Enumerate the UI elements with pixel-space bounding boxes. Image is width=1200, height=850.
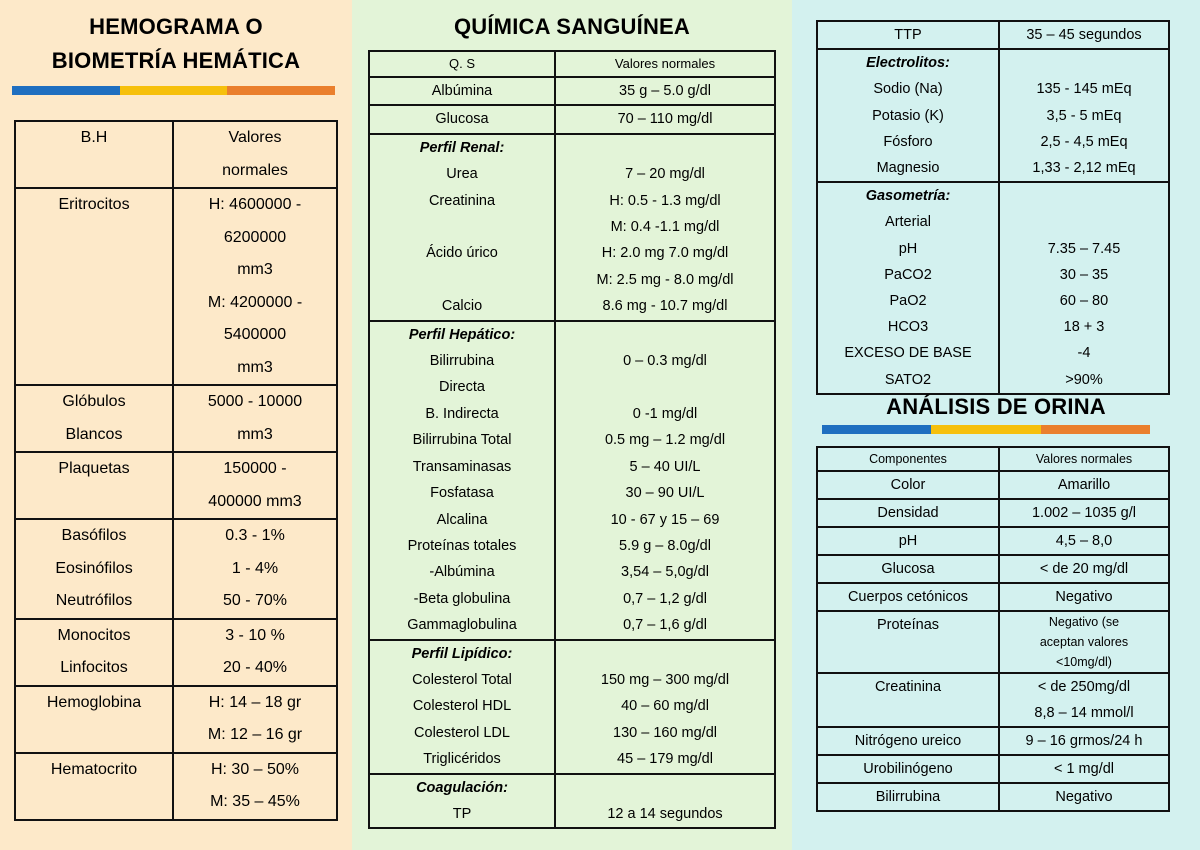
row-label-cell [817, 673, 999, 727]
quimica.rows.1.values-line: 70 – 110 mg/dl [617, 111, 713, 128]
orina.rows.1.values-line: 1.002 – 1035 g/l [1031, 505, 1136, 521]
table-header-row [369, 51, 775, 77]
row-label-cell [817, 49, 999, 182]
orina.rows.6.values-line: < de 250mg/dl [1037, 679, 1131, 695]
quimica.rows.2.values-line: 7 – 20 mg/dl [625, 166, 705, 183]
continuacion.rows.2.labels-line: HCO3 [887, 319, 929, 336]
hemograma.rows.0.values-line: 6200000 [223, 228, 287, 246]
continuacion.rows.0.values-line: 35 – 45 segundos [1026, 27, 1142, 43]
quimica.rows.2.labels-line [372, 214, 552, 240]
row-value-cell [173, 188, 337, 385]
hemograma-table [14, 120, 338, 821]
quimica.rows.3.labels-line: Alcalina [436, 511, 488, 528]
row-label-cell [817, 611, 999, 673]
quimica.rows.3.labels-line: Proteínas totales [407, 537, 517, 554]
quimica-panel [352, 0, 792, 850]
quimica.rows.4.labels-line: Perfil Lipídico: [411, 645, 513, 662]
quimica.rows.3.values-line: 0.5 mg – 1.2 mg/dl [604, 432, 726, 449]
hemograma.rows.4.labels-line: Monocitos [57, 626, 131, 644]
continuacion.rows.1.labels-line: Sodio (Na) [873, 81, 943, 98]
quimica-title-text: QUÍMICA SANGUÍNEA [453, 14, 691, 39]
hemograma.header-line: normales [222, 161, 288, 179]
continuacion.rows.2.values-line: 7.35 – 7.45 [1047, 240, 1121, 257]
continuacion.rows.2.labels-line: Gasometría: [865, 188, 951, 205]
row-value-cell [173, 385, 337, 452]
hemograma.rows.4.labels-line: Linfocitos [60, 659, 128, 676]
continuacion.rows.1.values-line: 3,5 - 5 mEq [1046, 107, 1122, 124]
header-cell-label [369, 51, 555, 77]
continuacion.rows.0.labels-line: TTP [894, 27, 922, 43]
row-value-cell [555, 640, 775, 774]
quimica.rows.2.values-line: M: 2.5 mg - 8.0 mg/dl [596, 271, 734, 288]
table-row [369, 321, 775, 640]
quimica.rows.2.values-line [558, 135, 772, 161]
orina.rows.8.values-line: < 1 mg/dl [1053, 761, 1115, 777]
orina.rows.1.labels-line: Densidad [877, 505, 939, 521]
orina.rows.5.values-line: Negativo (se [1048, 615, 1120, 629]
continuacion-table [816, 20, 1170, 395]
hemograma.rows.6.values-line: M: 35 – 45% [210, 793, 300, 810]
continuacion.rows.2.values-line: 30 – 35 [1059, 266, 1109, 283]
hemograma.rows.5.values-line: M: 12 – 16 gr [207, 726, 303, 743]
row-value-cell [999, 499, 1169, 527]
row-value-cell [173, 452, 337, 519]
orina.rows.3.values-line: < de 20 mg/dl [1039, 561, 1129, 577]
table-row [369, 640, 775, 774]
row-value-cell [999, 21, 1169, 49]
row-label-cell [15, 385, 173, 452]
row-label-cell [817, 182, 999, 394]
hemograma-title-line1: HEMOGRAMA O [89, 14, 263, 39]
table-row [369, 105, 775, 133]
row-value-cell [173, 753, 337, 820]
row-label-cell [15, 619, 173, 686]
row-label-cell [817, 499, 999, 527]
row-value-cell [999, 555, 1169, 583]
orina.rows.6.labels-line: Creatinina [874, 679, 942, 695]
quimica.rows.4.values-line: 40 – 60 mg/dl [621, 698, 709, 715]
quimica.rows.2.labels-line [372, 267, 552, 293]
hemograma.rows.2.labels-line: Plaquetas [58, 460, 130, 477]
row-label-cell [15, 188, 173, 385]
table-row [817, 755, 1169, 783]
continuacion.rows.1.values-line: 135 - 145 mEq [1036, 81, 1132, 98]
orina.rows.4.labels-line: Cuerpos cetónicos [847, 589, 969, 605]
hemograma.rows.4.values-line: 20 - 40% [222, 659, 288, 676]
table-row [369, 77, 775, 105]
row-value-cell [999, 527, 1169, 555]
continuacion.rows.2.values-line: -4 [1077, 345, 1091, 362]
row-value-cell [999, 755, 1169, 783]
table-row [15, 188, 337, 385]
orina.rows.5.labels-line: Proteínas [876, 617, 940, 633]
quimica.rows.3.labels-line: Bilirrubina Total [412, 432, 512, 449]
row-value-cell [555, 134, 775, 321]
row-value-cell [999, 471, 1169, 499]
table-row [817, 555, 1169, 583]
quimica.rows.3.labels-line: Transaminasas [412, 458, 512, 475]
row-label-cell [369, 321, 555, 640]
table-row [817, 727, 1169, 755]
row-label-cell [817, 755, 999, 783]
quimica.rows.3.values-line [558, 374, 772, 400]
continuacion.rows.2.labels-line: PaCO2 [884, 266, 932, 283]
row-value-cell [173, 619, 337, 686]
quimica.rows.4.values-line: 45 – 179 mg/dl [617, 751, 713, 768]
quimica-table [368, 50, 776, 829]
row-value-cell [999, 49, 1169, 182]
hemograma.rows.5.values-line: H: 14 – 18 gr [208, 693, 302, 711]
row-label-cell [369, 77, 555, 105]
orina.rows.5.values-line: <10mg/dl) [1056, 655, 1112, 669]
quimica.rows.3.labels-line: Gammaglobulina [407, 617, 517, 634]
table-row [369, 774, 775, 829]
quimica.rows.3.labels-line: Directa [439, 379, 485, 396]
quimica.rows.3.values-line: 0,7 – 1,6 g/dl [623, 617, 707, 634]
continuacion.rows.2.values-line [1002, 209, 1166, 235]
orina.header-line: Componentes [869, 452, 947, 466]
quimica.rows.2.values-line: H: 2.0 mg 7.0 mg/dl [601, 245, 729, 262]
header-cell-values [999, 447, 1169, 471]
continuacion.rows.2.labels-line: pH [898, 240, 918, 257]
quimica.rows.2.values-line: M: 0.4 -1.1 mg/dl [610, 219, 720, 236]
table-row [817, 783, 1169, 811]
row-value-cell [555, 774, 775, 829]
row-label-cell [15, 519, 173, 619]
row-value-cell [999, 583, 1169, 611]
quimica.rows.3.values-line: 10 - 67 y 15 – 69 [610, 511, 720, 528]
quimica.rows.3.values-line: 5.9 g – 8.0g/dl [619, 537, 711, 554]
continuacion.rows.2.labels-line: SATO2 [884, 371, 932, 388]
orina.rows.2.values-line: 4,5 – 8,0 [1055, 533, 1113, 549]
quimica.rows.3.labels-line: Perfil Hepático: [408, 326, 516, 343]
quimica.rows.4.labels-line: Colesterol HDL [412, 698, 512, 715]
orina.rows.3.labels-line: Glucosa [881, 561, 935, 577]
table-row [817, 21, 1169, 49]
hemograma.rows.1.values-line: 5000 - 10000 [207, 393, 303, 410]
hemograma.rows.0.values-line: H: 4600000 - [208, 196, 302, 213]
row-label-cell [369, 105, 555, 133]
row-label-cell [817, 727, 999, 755]
orina.rows.7.values-line: 9 – 16 grmos/24 h [1025, 733, 1143, 749]
hemograma.rows.2.values-line: 150000 - [223, 460, 287, 477]
row-label-cell [369, 774, 555, 829]
table-row [15, 519, 337, 619]
hemograma.rows.6.labels-line: Hematocrito [50, 760, 138, 778]
table-header-row [817, 447, 1169, 471]
hemograma.rows.3.values-line: 0.3 - 1% [225, 527, 285, 544]
orina-table [816, 446, 1170, 812]
table-row [15, 619, 337, 686]
table-row [15, 686, 337, 753]
orina.rows.9.values-line: Negativo [1055, 789, 1113, 805]
hemograma.rows.0.values-line: mm3 [237, 358, 273, 376]
row-value-cell [555, 105, 775, 133]
row-label-cell [817, 555, 999, 583]
quimica.rows.2.labels-line: Creatinina [428, 192, 496, 209]
quimica.rows.5.labels-line: TP [452, 805, 472, 822]
table-row [369, 134, 775, 321]
quimica.rows.3.values-line: 0 -1 mg/dl [632, 405, 698, 422]
quimica.rows.3.values-line: 0 – 0.3 mg/dl [623, 353, 707, 370]
quimica.rows.3.labels-line: Bilirrubina [429, 353, 495, 370]
orina.rows.4.values-line: Negativo [1055, 589, 1113, 605]
continuacion.rows.2.values-line: 18 + 3 [1063, 319, 1105, 336]
table-row [15, 753, 337, 820]
quimica.rows.3.values-line: 3,54 – 5,0g/dl [621, 564, 709, 581]
orina.rows.9.labels-line: Bilirrubina [875, 789, 941, 805]
hemograma.rows.3.values-line: 1 - 4% [231, 559, 279, 577]
quimica.rows.3.values-line: 0,7 – 1,2 g/dl [623, 590, 707, 607]
quimica.rows.3.labels-line: Fosfatasa [430, 485, 494, 502]
row-label-cell [817, 527, 999, 555]
continuacion.rows.1.values-line: 2,5 - 4,5 mEq [1040, 133, 1128, 150]
orina.rows.2.labels-line: pH [898, 533, 918, 549]
quimica.rows.3.values-line: 5 – 40 UI/L [629, 458, 701, 475]
continuacion.rows.2.labels-line: PaO2 [889, 293, 927, 310]
right-panel [792, 0, 1200, 850]
hemograma.rows.0.values-line: mm3 [237, 261, 273, 278]
quimica.rows.4.labels-line: Colesterol LDL [414, 724, 510, 741]
hemograma-title [0, 10, 352, 78]
hemograma.header-line: Valores [228, 129, 282, 146]
quimica.rows.4.values-line [558, 641, 772, 667]
quimica.rows.3.values-line [558, 322, 772, 348]
hemograma.rows.5.labels-line: Hemoglobina [46, 693, 142, 711]
table-row [817, 527, 1169, 555]
table-row [15, 385, 337, 452]
table-header-row [15, 121, 337, 188]
continuacion.rows.1.labels-line: Potasio (K) [872, 107, 944, 124]
row-value-cell [999, 727, 1169, 755]
hemograma.rows.1.labels-line: Blancos [65, 425, 123, 443]
quimica.rows.5.values-line [558, 775, 772, 801]
hemograma.rows.3.labels-line: Neutrófilos [55, 592, 133, 609]
quimica.header-line: Q. S [448, 56, 475, 71]
table-row [817, 182, 1169, 394]
orina-title-text: ANÁLISIS DE ORINA [886, 394, 1106, 419]
quimica.rows.2.labels-line: Urea [446, 166, 478, 183]
continuacion.rows.1.values-line [1002, 50, 1166, 76]
row-label-cell [369, 640, 555, 774]
row-label-cell [369, 134, 555, 321]
hemograma-color-bar [12, 86, 335, 95]
continuacion.rows.2.values-line: >90% [1065, 371, 1103, 388]
table-row [817, 49, 1169, 182]
row-value-cell [555, 77, 775, 105]
row-label-cell [817, 583, 999, 611]
quimica.rows.2.values-line: H: 0.5 - 1.3 mg/dl [609, 192, 721, 209]
quimica.rows.5.values-line: 12 a 14 segundos [607, 805, 723, 822]
table-row [817, 471, 1169, 499]
quimica.rows.3.values-line: 30 – 90 UI/L [625, 485, 705, 502]
hemograma.rows.4.values-line: 3 - 10 % [225, 626, 285, 644]
orina.header-line: Valores normales [1035, 452, 1133, 466]
row-label-cell [15, 686, 173, 753]
header-cell-values [555, 51, 775, 77]
header-cell-label [15, 121, 173, 188]
header-cell-label [817, 447, 999, 471]
orina.rows.0.labels-line: Color [890, 477, 926, 493]
quimica.rows.4.labels-line: Colesterol Total [412, 671, 512, 688]
row-label-cell [15, 753, 173, 820]
row-value-cell [999, 182, 1169, 394]
orina.rows.0.values-line: Amarillo [1057, 477, 1111, 493]
table-row [817, 499, 1169, 527]
hemograma-panel [0, 0, 352, 850]
hemograma.rows.6.values-line: H: 30 – 50% [210, 760, 300, 778]
hemograma.header-line: B.H [80, 129, 108, 146]
quimica-title [352, 10, 792, 44]
hemograma.rows.3.labels-line: Basófilos [61, 527, 127, 544]
quimica.rows.3.labels-line: -Beta globulina [413, 590, 511, 607]
continuacion.rows.2.values-line: 60 – 80 [1059, 293, 1109, 310]
continuacion.rows.2.labels-line: EXCESO DE BASE [844, 345, 972, 362]
row-value-cell [555, 321, 775, 640]
quimica.header-line: Valores normales [614, 56, 716, 71]
quimica.rows.5.labels-line: Coagulación: [416, 779, 508, 796]
orina-color-bar [822, 425, 1150, 434]
quimica.rows.2.labels-line: Perfil Renal: [419, 139, 505, 156]
row-label-cell [817, 21, 999, 49]
continuacion.rows.1.values-line: 1,33 - 2,12 mEq [1032, 160, 1136, 177]
quimica.rows.2.values-line: 8.6 mg - 10.7 mg/dl [602, 298, 728, 315]
orina.rows.7.labels-line: Nitrógeno ureico [854, 733, 962, 749]
continuacion.rows.1.labels-line: Fósforo [883, 133, 933, 150]
hemograma.rows.2.values-line: 400000 mm3 [208, 492, 302, 510]
continuacion.rows.2.values-line [1002, 183, 1166, 209]
quimica.rows.0.labels-line: Albúmina [431, 83, 493, 99]
table-row [817, 583, 1169, 611]
row-value-cell [999, 611, 1169, 673]
orina.rows.5.values-line: aceptan valores [1039, 635, 1129, 649]
hemograma.rows.1.values-line: mm3 [237, 425, 273, 443]
quimica.rows.3.labels-line: -Albúmina [429, 564, 495, 581]
hemograma.rows.3.labels-line: Eosinófilos [55, 559, 133, 577]
quimica.rows.4.values-line: 130 – 160 mg/dl [613, 724, 717, 741]
quimica.rows.2.labels-line: Ácido úrico [426, 245, 498, 262]
hemograma.rows.0.values-line: M: 4200000 - [207, 293, 303, 311]
quimica.rows.4.labels-line: Triglicéridos [423, 751, 501, 768]
row-label-cell [817, 471, 999, 499]
orina.rows.8.labels-line: Urobilinógeno [863, 761, 953, 777]
quimica.rows.0.values-line: 35 g – 5.0 g/dl [619, 83, 711, 99]
table-row [15, 452, 337, 519]
quimica.rows.3.labels-line: B. Indirecta [425, 405, 499, 422]
table-row [817, 611, 1169, 673]
quimica.rows.2.labels-line: Calcio [441, 298, 483, 315]
row-value-cell [173, 519, 337, 619]
quimica.rows.1.labels-line: Glucosa [435, 111, 489, 128]
orina.rows.6.values-line: 8,8 – 14 mmol/l [1034, 705, 1134, 721]
header-cell-values [173, 121, 337, 188]
table-row [817, 673, 1169, 727]
hemograma.rows.1.labels-line: Glóbulos [62, 393, 126, 410]
continuacion.rows.1.labels-line: Electrolitos: [866, 55, 950, 72]
hemograma.rows.0.labels-line: Eritrocitos [58, 196, 130, 213]
hemograma.rows.3.values-line: 50 - 70% [222, 592, 288, 609]
continuacion.rows.1.labels-line: Magnesio [876, 160, 940, 177]
orina-title [792, 390, 1200, 424]
row-label-cell [15, 452, 173, 519]
hemograma-title-line2: BIOMETRÍA HEMÁTICA [51, 48, 301, 73]
row-label-cell [817, 783, 999, 811]
continuacion.rows.2.labels-line: Arterial [885, 214, 931, 231]
row-value-cell [173, 686, 337, 753]
quimica.rows.4.values-line: 150 mg – 300 mg/dl [600, 671, 730, 688]
row-value-cell [999, 783, 1169, 811]
hemograma.rows.0.values-line: 5400000 [223, 326, 287, 343]
row-value-cell [999, 673, 1169, 727]
